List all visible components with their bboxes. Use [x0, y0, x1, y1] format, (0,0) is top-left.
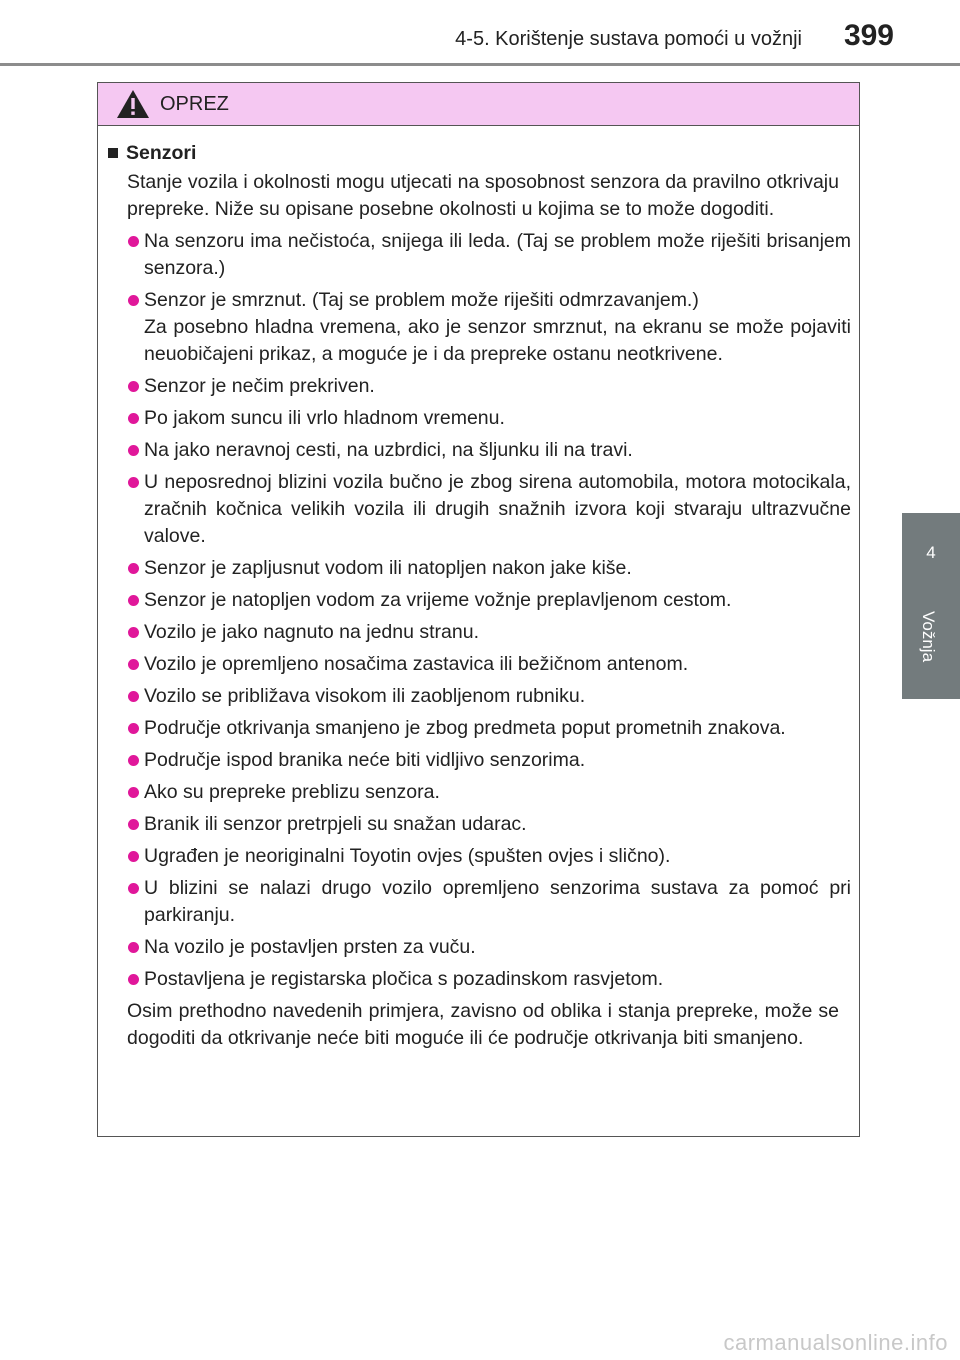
list-item-extra-text: Za posebno hladna vremena, ako je senzor smrznut, na ekranu se može pojaviti neuobičajeni prikaz, a moguće je i da prepreke ostanu neotkrivene.: [144, 316, 851, 365]
list-item: [106, 555, 851, 582]
list-item-text: Vozilo je opremljeno nosačima zastavica ili bežičnom antenom.: [144, 653, 689, 675]
bullet-dot-icon: [128, 295, 139, 306]
bullet-dot-icon: [128, 942, 139, 953]
warning-triangle-icon: [116, 89, 150, 119]
list-item: [106, 619, 851, 646]
chapter-side-tab[interactable]: [902, 513, 960, 699]
list-item-text: Područje otkrivanja smanjeno je zbog predmeta poput prometnih znakova.: [144, 717, 786, 739]
list-item: [106, 405, 851, 432]
list-item: [106, 715, 851, 742]
page-header: [0, 0, 960, 70]
list-item-text: Na vozilo je postavljen prsten za vuču.: [144, 936, 476, 958]
list-item-text: U neposrednoj blizini vozila bučno je zbog sirena automobila, motora motocikala, zračnih kočnica velikih vozila ili drugih snažnih izvora koji stvaraju ultrazvučne valove.: [144, 471, 851, 547]
caution-title: OPREZ: [160, 93, 229, 115]
chapter-number: 4: [926, 543, 936, 562]
subheading: [106, 140, 851, 167]
list-item: [106, 875, 851, 929]
list-item-text: Na jako neravnoj cesti, na uzbrdici, na šljunku ili na travi.: [144, 439, 633, 461]
subheading-text: Senzori: [126, 142, 197, 164]
section-title: 4-5. Korištenje sustava pomoći u vožnji: [455, 28, 802, 50]
list-item: [106, 966, 851, 993]
list-item-text: Na senzoru ima nečistoća, snijega ili leda. (Taj se problem može riješiti brisanjem senzora.): [144, 230, 851, 279]
bullet-dot-icon: [128, 477, 139, 488]
list-item-text: Vozilo je jako nagnuto na jednu stranu.: [144, 621, 479, 643]
list-item: [106, 747, 851, 774]
bullet-dot-icon: [128, 691, 139, 702]
list-item: [106, 228, 851, 282]
list-item: [106, 934, 851, 961]
list-item-text: Po jakom suncu ili vrlo hladnom vremenu.: [144, 407, 505, 429]
closing-paragraph: Osim prethodno navedenih primjera, zavisno od oblika i stanja prepreke, može se dogoditi da otkrivanje neće biti moguće ili će područje otkrivanja biti smanjeno.: [127, 1000, 839, 1049]
chapter-label: Vožnja: [919, 611, 938, 663]
list-item-text: Senzor je natopljen vodom za vrijeme vožnje preplavljenom cestom.: [144, 589, 732, 611]
list-item: [106, 683, 851, 710]
bullet-dot-icon: [128, 413, 139, 424]
watermark: carmanualsonline.info: [723, 1330, 948, 1355]
bullet-dot-icon: [128, 381, 139, 392]
list-item: [106, 373, 851, 400]
list-item-text: Postavljena je registarska pločica s pozadinskom rasvjetom.: [144, 968, 664, 990]
list-item: [106, 651, 851, 678]
caution-body: [98, 126, 859, 1052]
list-item-text: Ako su prepreke preblizu senzora.: [144, 781, 440, 803]
list-item: [106, 437, 851, 464]
list-item-text: Područje ispod branika neće biti vidljivo senzorima.: [144, 749, 586, 771]
list-item-text: Senzor je zapljusnut vodom ili natopljen nakon jake kiše.: [144, 557, 632, 579]
bullet-dot-icon: [128, 659, 139, 670]
list-item: [106, 779, 851, 806]
list-item: [106, 287, 851, 368]
list-item-text: Ugrađen je neoriginalni Toyotin ovjes (spušten ovjes i slično).: [144, 845, 671, 867]
conditions-list: [106, 228, 851, 993]
list-item-text: Vozilo se približava visokom ili zaobljenom rubniku.: [144, 685, 586, 707]
bullet-dot-icon: [128, 883, 139, 894]
caution-header: [98, 83, 859, 126]
bullet-dot-icon: [128, 563, 139, 574]
caution-box: [97, 82, 860, 1137]
list-item: [106, 843, 851, 870]
square-bullet-icon: [108, 148, 118, 158]
intro-paragraph: Stanje vozila i okolnosti mogu utjecati na sposobnost senzora da pravilno otkrivaju prepreke. Niže su opisane posebne okolnosti u kojima se to može dogoditi.: [127, 171, 839, 220]
page-number: 399: [843, 19, 894, 52]
list-item-text: Branik ili senzor pretrpjeli su snažan udarac.: [144, 813, 527, 835]
bullet-dot-icon: [128, 755, 139, 766]
bullet-dot-icon: [128, 627, 139, 638]
bullet-dot-icon: [128, 851, 139, 862]
bullet-dot-icon: [128, 819, 139, 830]
header-rule: [0, 63, 960, 66]
bullet-dot-icon: [128, 787, 139, 798]
bullet-dot-icon: [128, 723, 139, 734]
list-item: [106, 469, 851, 550]
bullet-dot-icon: [128, 974, 139, 985]
list-item: [106, 587, 851, 614]
bullet-dot-icon: [128, 595, 139, 606]
bullet-dot-icon: [128, 445, 139, 456]
list-item-text: U blizini se nalazi drugo vozilo opremljeno senzorima sustava za pomoć pri parkiranju.: [144, 877, 851, 926]
bullet-dot-icon: [128, 236, 139, 247]
list-item-text: Senzor je nečim prekriven.: [144, 375, 375, 397]
list-item: [106, 811, 851, 838]
list-item-text: Senzor je smrznut. (Taj se problem može riješiti odmrzavanjem.): [144, 289, 699, 311]
